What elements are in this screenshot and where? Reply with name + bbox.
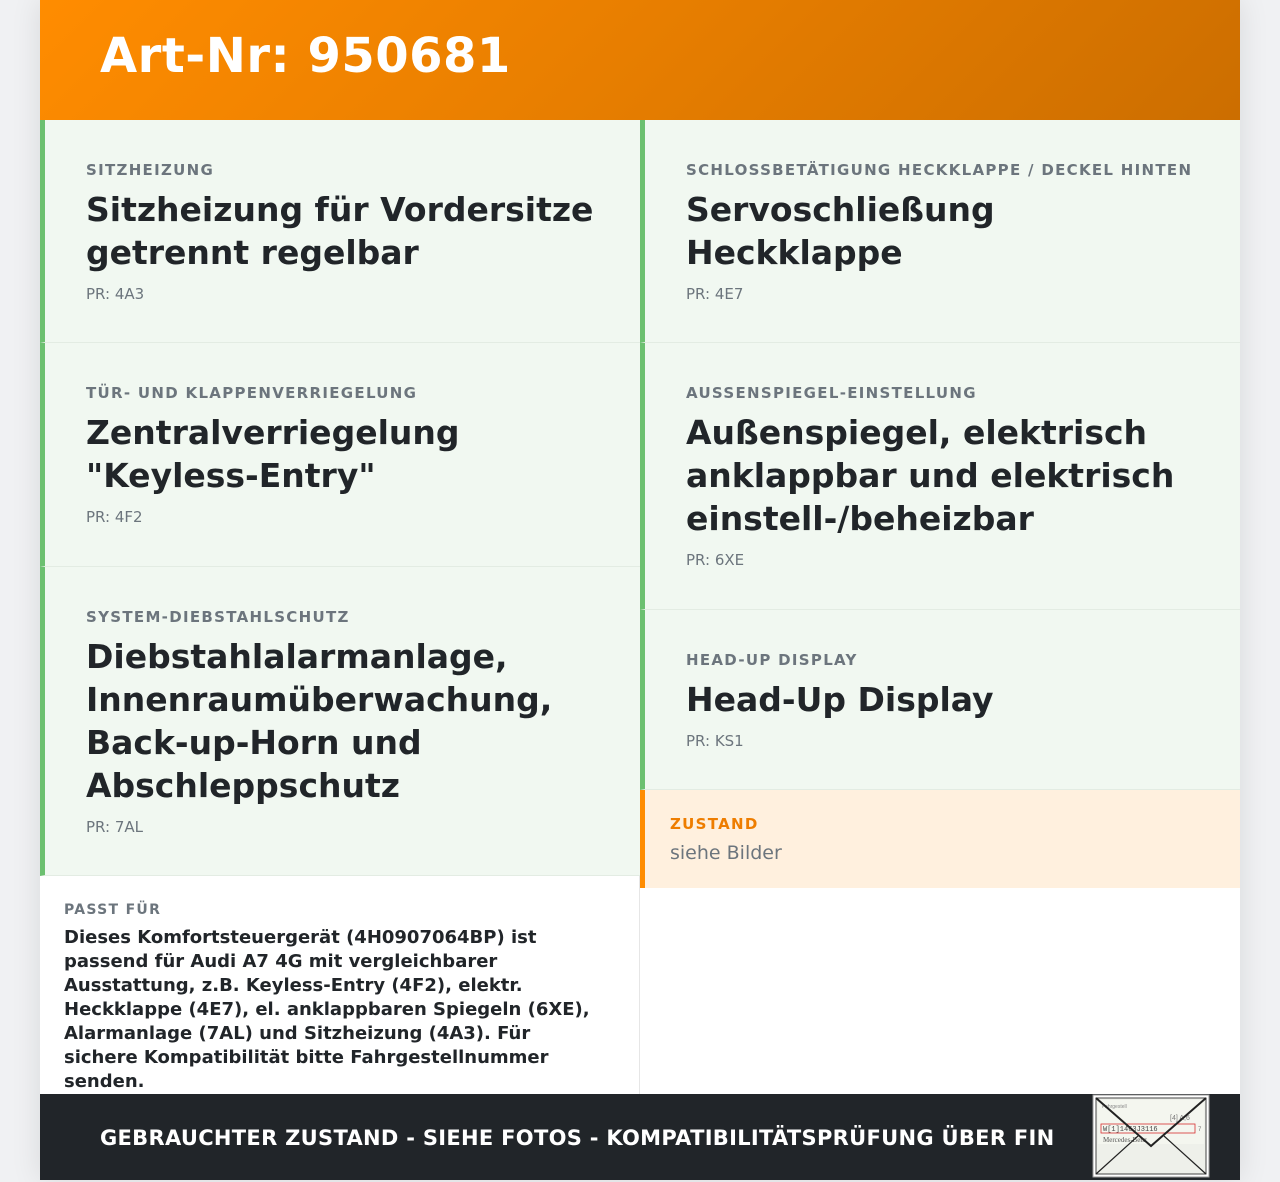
- svg-text:7: 7: [1198, 1127, 1202, 1133]
- compatibility-section: [40, 876, 640, 1094]
- feature-pr-code: PR: KS1: [686, 732, 744, 750]
- condition-label: ZUSTAND: [670, 815, 759, 833]
- feature-category: SITZHEIZUNG: [86, 161, 215, 179]
- feature-pr-code: PR: 7AL: [86, 818, 143, 836]
- footer-bar: [40, 1094, 1240, 1180]
- footer-banner-text: GEBRAUCHTER ZUSTAND - SIEHE FOTOS - KOMPATIBILITÄTSPRÜFUNG ÜBER FIN: [100, 1126, 1055, 1150]
- header-banner: [40, 0, 1240, 120]
- envelope-doc-number: W[1]1463J3116: [1103, 1126, 1158, 1134]
- feature-card-mirrors: [640, 343, 1240, 610]
- feature-pr-code: PR: 4F2: [86, 508, 143, 526]
- page-title: Art-Nr: 950681: [100, 28, 511, 84]
- envelope-doc-label: Mercedes-Benz: [1103, 1136, 1147, 1144]
- feature-pr-code: PR: 4E7: [686, 285, 744, 303]
- feature-pr-code: PR: 4A3: [86, 285, 145, 303]
- feature-title: Servoschließung Heckklappe: [686, 190, 995, 272]
- feature-title: Head-Up Display: [686, 680, 994, 719]
- features-column-left: [40, 120, 640, 876]
- feature-category: TÜR- UND KLAPPENVERRIEGELUNG: [86, 384, 418, 402]
- feature-category: SCHLOSSBETÄTIGUNG HECKKLAPPE / DECKEL HINTEN: [686, 161, 1193, 179]
- feature-pr-code: PR: 6XE: [686, 551, 745, 569]
- feature-title: Außenspiegel, elektrisch anklappbar und elektrisch einstell-/beheizbar: [686, 413, 1175, 538]
- feature-card-central-locking: [40, 343, 640, 567]
- feature-card-seat-heating: [40, 120, 640, 343]
- feature-title: Zentralverriegelung "Keyless-Entry": [86, 413, 460, 495]
- feature-card-anti-theft: [40, 567, 640, 876]
- condition-value: siehe Bilder: [670, 842, 782, 864]
- compatibility-label: PASST FÜR: [64, 902, 162, 918]
- feature-category: SYSTEM-DIEBSTAHLSCHUTZ: [86, 608, 350, 626]
- feature-category: HEAD-UP DISPLAY: [686, 651, 858, 669]
- feature-title: Sitzheizung für Vordersitze getrennt regelbar: [86, 190, 594, 272]
- feature-card-tailgate: [640, 120, 1240, 343]
- feature-category: AUSSENSPIEGEL-EINSTELLUNG: [686, 384, 977, 402]
- compatibility-text: Dieses Komfortsteuergerät (4H0907064BP) ist passend für Audi A7 4G mit vergleichbarer Ausstattung, z.B. Keyless-Entry (4F2), elektr. Heckklappe (4E7), el. anklappbaren Spiegeln (6XE), Alarmanlage (7AL) und Sitzheizung (4A3). Für sichere Kompatibilität bitte Fahrgestellnummer senden.: [64, 927, 590, 1092]
- product-sheet: [40, 0, 1240, 1180]
- features-column-right: [640, 120, 1240, 888]
- svg-text:[4] A,6: [4] A,6: [1170, 1115, 1190, 1122]
- envelope-icon[interactable]: [1092, 1094, 1210, 1178]
- svg-text:Fahrgestell: Fahrgestell: [1102, 1104, 1127, 1110]
- envelope-icon-graphic: [1092, 1094, 1210, 1178]
- condition-box: [640, 790, 1240, 888]
- feature-title: Diebstahlalarmanlage, Innenraumüberwachung, Back-up-Horn und Abschleppschutz: [86, 637, 553, 805]
- feature-card-head-up-display: [640, 610, 1240, 790]
